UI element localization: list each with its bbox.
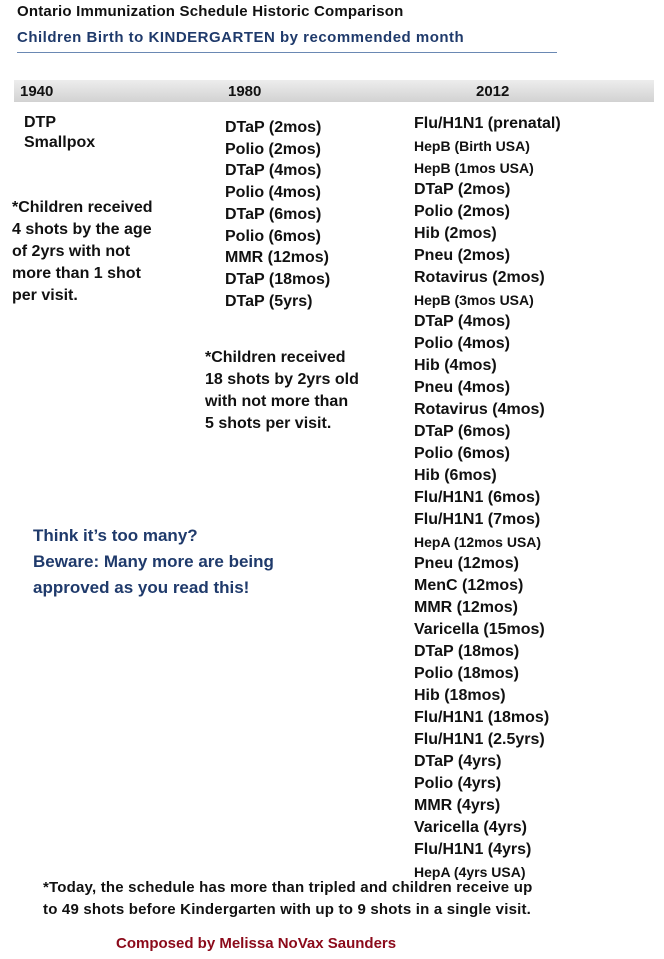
note-1940 bbox=[12, 197, 153, 307]
vaccine-item: Polio (18mos) bbox=[414, 665, 519, 682]
note-line: of 2yrs with not bbox=[12, 243, 131, 260]
note-1980 bbox=[205, 347, 359, 435]
vaccine-item: Hib (18mos) bbox=[414, 687, 506, 704]
vaccine-list-1940 bbox=[24, 113, 95, 153]
vaccine-item: Rotavirus (2mos) bbox=[414, 269, 545, 286]
vaccine-item: HepA (4yrs USA) bbox=[414, 864, 526, 880]
vaccine-item: Pneu (4mos) bbox=[414, 379, 511, 396]
vaccine-item: Varicella (15mos) bbox=[414, 621, 545, 638]
note-line: 18 shots by 2yrs old bbox=[205, 371, 359, 388]
note-line: *Children received bbox=[205, 349, 346, 366]
note-line: 5 shots per visit. bbox=[205, 415, 332, 432]
vaccine-item: MMR (12mos) bbox=[225, 249, 330, 267]
vaccine-item: Polio (6mos) bbox=[225, 227, 322, 245]
vaccine-item: Flu/H1N1 (2.5yrs) bbox=[414, 731, 545, 748]
column-header-2012: 2012 bbox=[476, 83, 510, 100]
vaccine-list-2012 bbox=[414, 113, 561, 883]
vaccine-item: Hib (4mos) bbox=[414, 357, 497, 374]
vaccine-item: Smallpox bbox=[24, 134, 96, 151]
vaccine-item: Varicella (4yrs) bbox=[414, 819, 527, 836]
vaccine-item: Flu/H1N1 (6mos) bbox=[414, 489, 541, 506]
note-line: *Children received bbox=[12, 199, 153, 216]
vaccine-item: MMR (12mos) bbox=[414, 599, 519, 616]
column-header-band bbox=[14, 80, 654, 102]
page-title: Ontario Immunization Schedule Historic Comparison bbox=[17, 3, 404, 20]
vaccine-item: Flu/H1N1 (4yrs) bbox=[414, 841, 532, 858]
vaccine-item: Polio (2mos) bbox=[225, 140, 322, 158]
vaccine-item: Polio (4yrs) bbox=[414, 775, 502, 792]
note-line: with not more than bbox=[205, 393, 349, 410]
vaccine-item: Polio (4mos) bbox=[225, 184, 322, 202]
vaccine-item: Polio (2mos) bbox=[414, 203, 511, 220]
vaccine-item: DTaP (5yrs) bbox=[225, 292, 313, 310]
vaccine-item: DTaP (2mos) bbox=[414, 181, 511, 198]
vaccine-item: Flu/H1N1 (prenatal) bbox=[414, 115, 561, 132]
vaccine-item: Polio (4mos) bbox=[414, 335, 511, 352]
subtitle-divider bbox=[17, 52, 557, 53]
vaccine-item: Hib (2mos) bbox=[414, 225, 497, 242]
vaccine-item: Flu/H1N1 (7mos) bbox=[414, 511, 541, 528]
vaccine-item: HepB (3mos USA) bbox=[414, 292, 534, 308]
author-credit: Composed by Melissa NoVax Saunders bbox=[116, 935, 397, 952]
vaccine-item: DTP bbox=[24, 114, 56, 131]
page-subtitle: Children Birth to KINDERGARTEN by recommended month bbox=[17, 29, 465, 46]
footnote-line: to 49 shots before Kindergarten with up to 9 shots in a single visit. bbox=[43, 901, 532, 918]
footnote bbox=[43, 877, 532, 921]
column-header-1980: 1980 bbox=[228, 83, 262, 100]
vaccine-item: HepA (12mos USA) bbox=[414, 534, 542, 550]
vaccine-item: MenC (12mos) bbox=[414, 577, 524, 594]
vaccine-item: HepB (1mos USA) bbox=[414, 160, 534, 176]
vaccine-item: DTaP (4mos) bbox=[225, 162, 322, 180]
vaccine-item: MMR (4yrs) bbox=[414, 797, 501, 814]
vaccine-item: DTaP (18mos) bbox=[414, 643, 520, 660]
callout-line: Think it’s too many? bbox=[33, 526, 198, 545]
note-line: 4 shots by the age bbox=[12, 221, 152, 238]
vaccine-list-1980 bbox=[225, 117, 330, 312]
column-header-1940: 1940 bbox=[20, 83, 54, 100]
footnote-line: *Today, the schedule has more than tripled and children receive up bbox=[43, 879, 533, 896]
vaccine-item: Polio (6mos) bbox=[414, 445, 511, 462]
vaccine-item: HepB (Birth USA) bbox=[414, 138, 530, 154]
callout-line: approved as you read this! bbox=[33, 578, 250, 597]
vaccine-item: Pneu (2mos) bbox=[414, 247, 511, 264]
vaccine-item: DTaP (2mos) bbox=[225, 119, 322, 136]
vaccine-item: DTaP (6mos) bbox=[225, 205, 322, 223]
note-line: more than 1 shot bbox=[12, 265, 141, 282]
vaccine-item: Hib (6mos) bbox=[414, 467, 497, 484]
vaccine-item: DTaP (4mos) bbox=[414, 313, 511, 330]
callout-line: Beware: Many more are being bbox=[33, 552, 274, 571]
vaccine-item: DTaP (4yrs) bbox=[414, 753, 502, 770]
note-line: per visit. bbox=[12, 287, 78, 304]
vaccine-item: Rotavirus (4mos) bbox=[414, 401, 545, 418]
vaccine-item: Flu/H1N1 (18mos) bbox=[414, 709, 550, 726]
vaccine-item: DTaP (6mos) bbox=[414, 423, 511, 440]
warning-callout bbox=[33, 523, 274, 601]
vaccine-item: DTaP (18mos) bbox=[225, 270, 331, 288]
vaccine-item: Pneu (12mos) bbox=[414, 555, 519, 572]
